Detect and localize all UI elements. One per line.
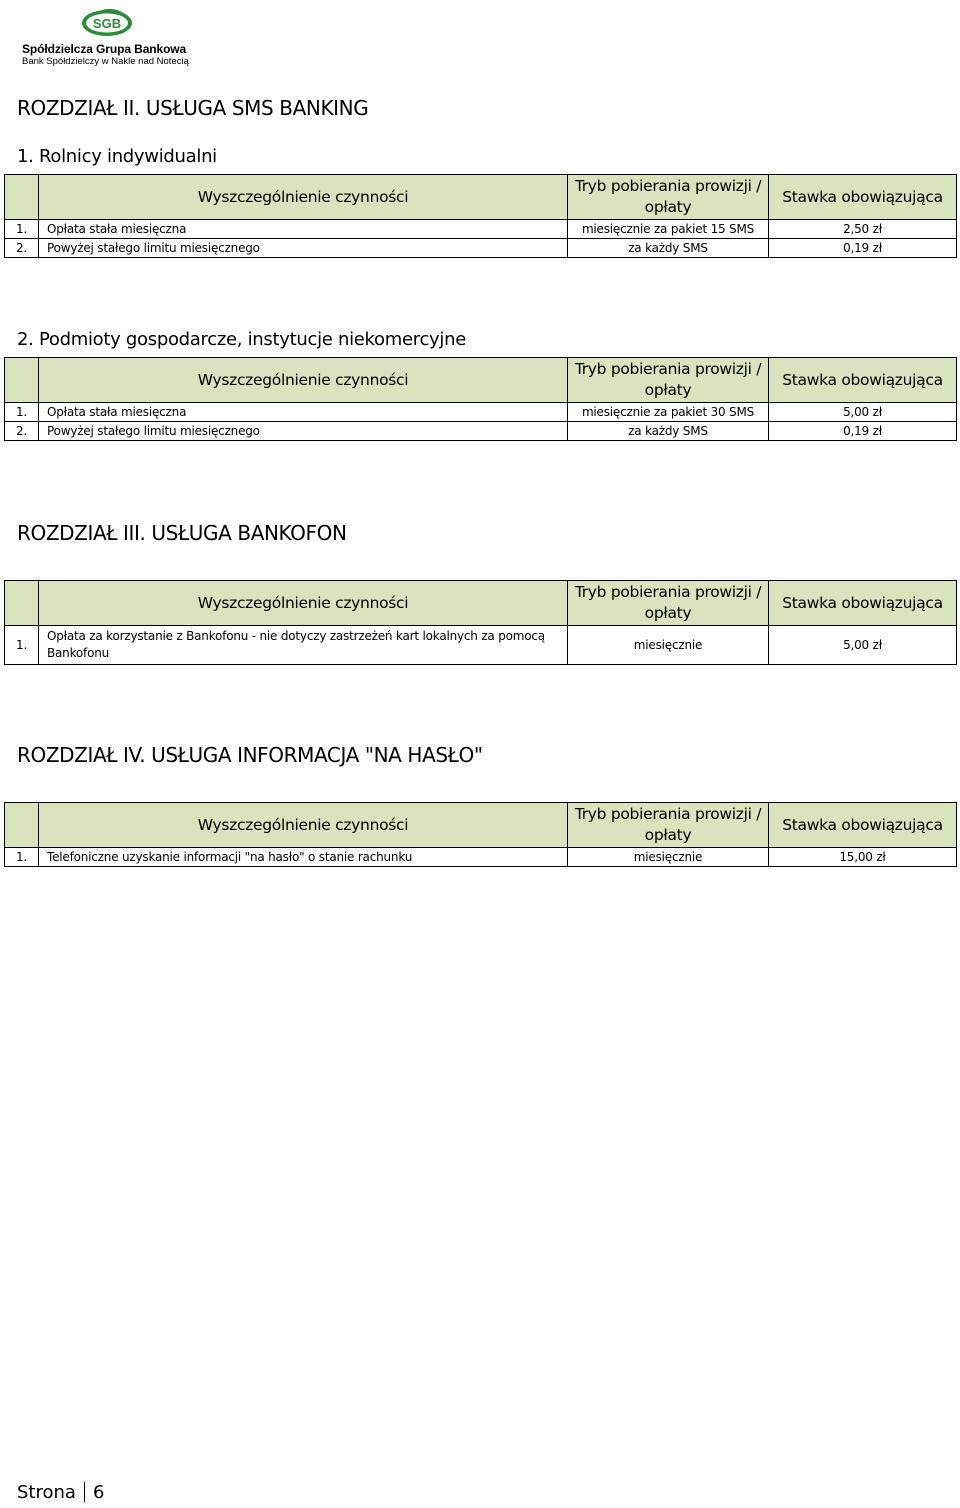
row-mode: miesięcznie za pakiet 15 SMS (568, 220, 769, 239)
bank-group-name: Spółdzielcza Grupa Bankowa (22, 42, 187, 56)
table-row (5, 422, 957, 441)
sms-banking-farmers-table (4, 174, 957, 258)
table-header-row (5, 803, 957, 848)
row-description: Telefoniczne uzyskanie informacji "na hasło" o stanie rachunku (39, 848, 568, 867)
row-rate: 15,00 zł (769, 848, 957, 867)
row-mode: miesięcznie (568, 626, 769, 665)
row-number: 1. (5, 626, 39, 665)
row-mode: miesięcznie (568, 848, 769, 867)
page-label: Strona (17, 1482, 76, 1503)
rate-header: Stawka obowiązująca (769, 581, 957, 626)
row-rate: 5,00 zł (769, 626, 957, 665)
row-rate: 0,19 zł (769, 239, 957, 258)
mode-header: Tryb pobierania prowizji / opłaty (568, 175, 769, 220)
row-description: Powyżej stałego limitu miesięcznego (39, 239, 568, 258)
mode-header: Tryb pobierania prowizji / opłaty (568, 581, 769, 626)
sgb-logo-icon (80, 4, 136, 40)
password-info-table (4, 802, 957, 867)
sms-banking-business-table (4, 357, 957, 441)
table-header-row (5, 175, 957, 220)
section1-title: 1. Rolnicy indywidualni (17, 146, 217, 167)
rate-header: Stawka obowiązująca (769, 803, 957, 848)
row-rate: 2,50 zł (769, 220, 957, 239)
num-header (5, 803, 39, 848)
table-row (5, 848, 957, 867)
desc-header: Wyszczególnienie czynności (39, 581, 568, 626)
row-rate: 5,00 zł (769, 403, 957, 422)
page-footer (17, 1482, 104, 1503)
row-mode: za każdy SMS (568, 422, 769, 441)
row-rate: 0,19 zł (769, 422, 957, 441)
num-header (5, 581, 39, 626)
row-number: 2. (5, 422, 39, 441)
chapter4-title: ROZDZIAŁ IV. USŁUGA INFORMACJA "NA HASŁO" (17, 743, 483, 767)
desc-header: Wyszczególnienie czynności (39, 358, 568, 403)
row-number: 1. (5, 220, 39, 239)
mode-header: Tryb pobierania prowizji / opłaty (568, 803, 769, 848)
row-number: 1. (5, 403, 39, 422)
mode-header: Tryb pobierania prowizji / opłaty (568, 358, 769, 403)
bank-logo (20, 4, 220, 68)
table-header-row (5, 358, 957, 403)
desc-header: Wyszczególnienie czynności (39, 175, 568, 220)
table-header-row (5, 581, 957, 626)
footer-separator (84, 1482, 85, 1502)
logo-badge: SGB (92, 16, 122, 31)
desc-header: Wyszczególnienie czynności (39, 803, 568, 848)
table-row (5, 239, 957, 258)
row-description: Powyżej stałego limitu miesięcznego (39, 422, 568, 441)
num-header (5, 175, 39, 220)
table-row (5, 403, 957, 422)
bank-name: Bank Spółdzielczy w Nakle nad Notecią (22, 56, 189, 67)
row-mode: miesięcznie za pakiet 30 SMS (568, 403, 769, 422)
row-description: Opłata za korzystanie z Bankofonu - nie dotyczy zastrzeżeń kart lokalnych za pomocą Bankofonu (39, 626, 568, 665)
row-description: Opłata stała miesięczna (39, 403, 568, 422)
rate-header: Stawka obowiązująca (769, 358, 957, 403)
section2-title: 2. Podmioty gospodarcze, instytucje niekomercyjne (17, 329, 466, 350)
row-description: Opłata stała miesięczna (39, 220, 568, 239)
chapter2-title: ROZDZIAŁ II. USŁUGA SMS BANKING (17, 96, 369, 120)
num-header (5, 358, 39, 403)
row-mode: za każdy SMS (568, 239, 769, 258)
row-number: 2. (5, 239, 39, 258)
rate-header: Stawka obowiązująca (769, 175, 957, 220)
row-number: 1. (5, 848, 39, 867)
table-row (5, 626, 957, 665)
chapter3-title: ROZDZIAŁ III. USŁUGA BANKOFON (17, 521, 347, 545)
bankofon-table (4, 580, 957, 665)
page-number: 6 (92, 1482, 105, 1503)
table-row (5, 220, 957, 239)
